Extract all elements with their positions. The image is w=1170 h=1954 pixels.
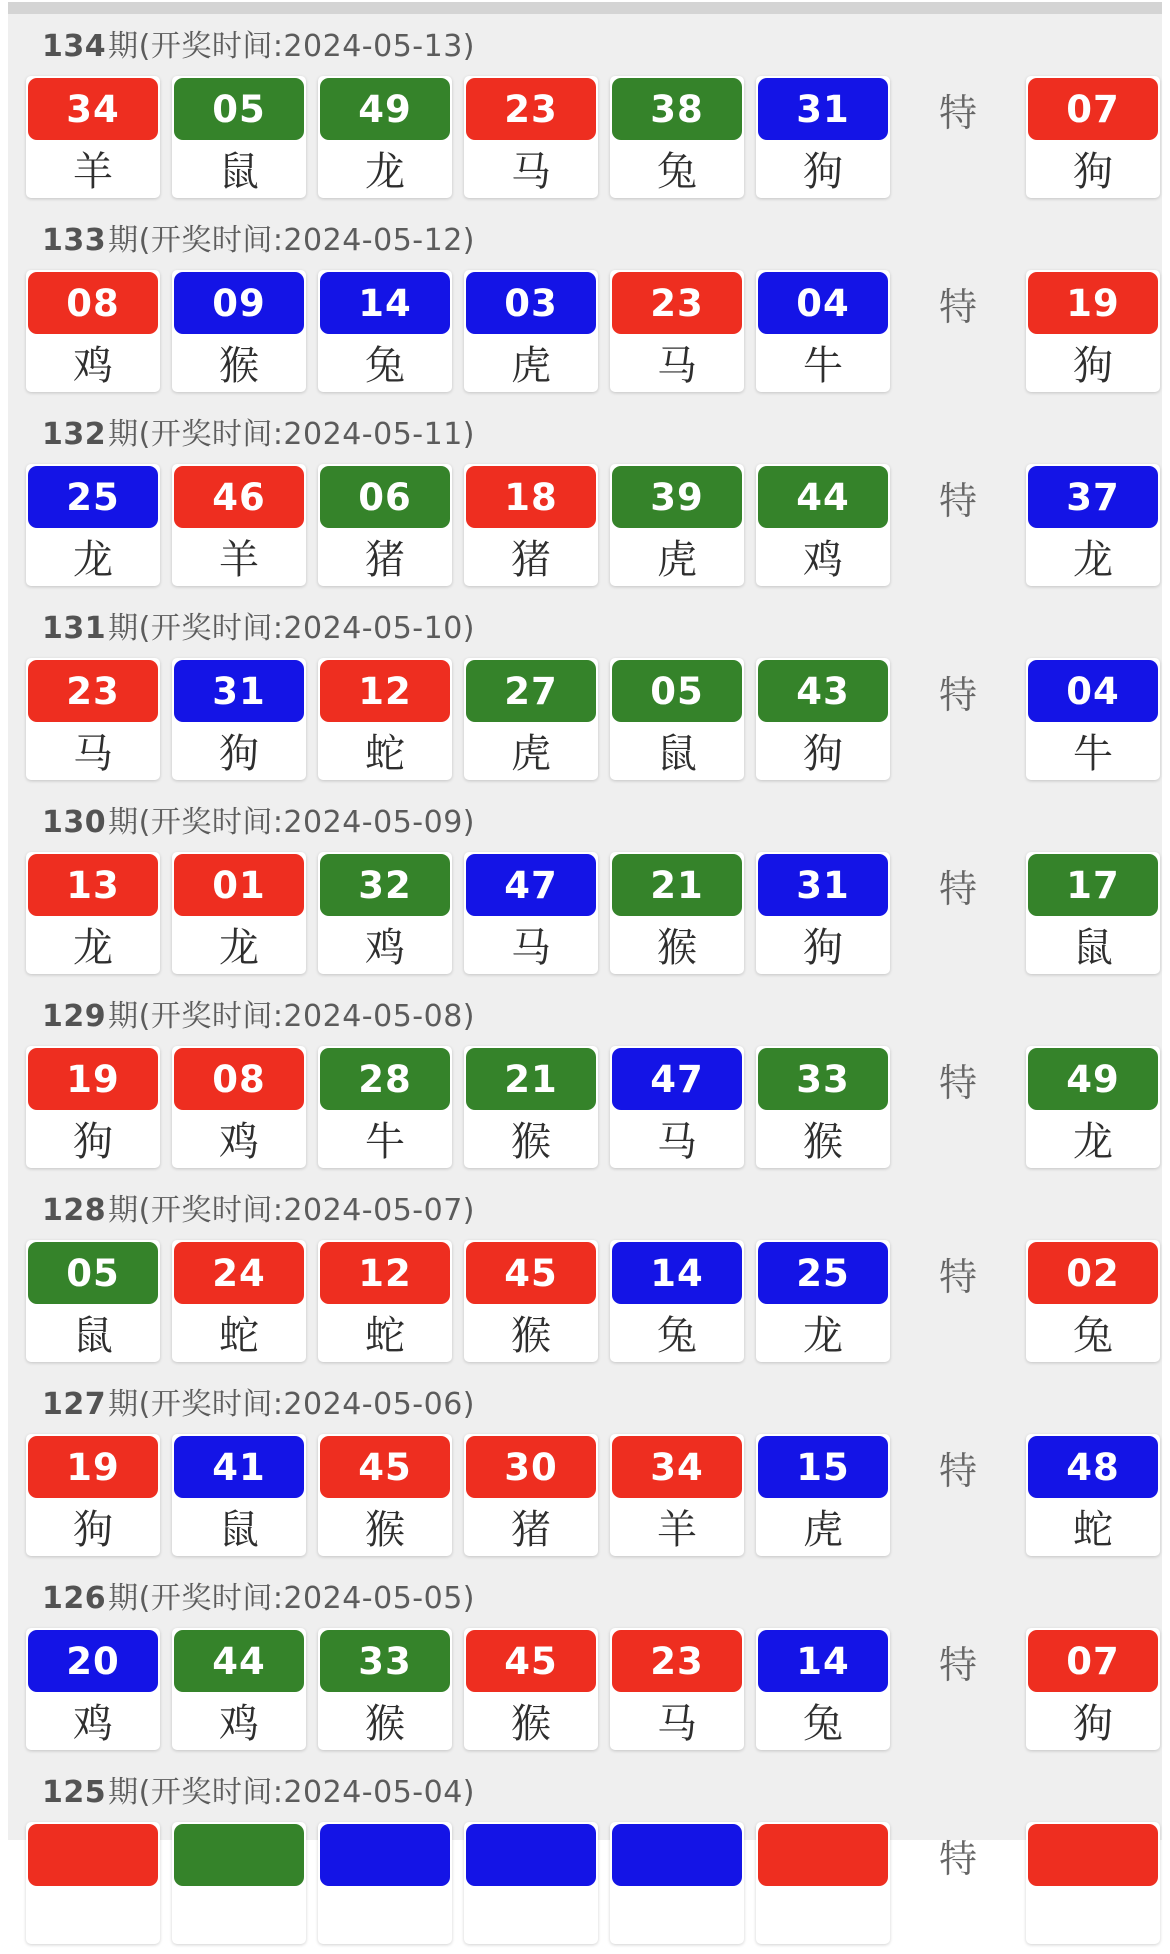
number-ball: 25 — [758, 1242, 888, 1304]
zodiac-label: 猴 — [219, 342, 259, 389]
number-ball: 43 — [758, 660, 888, 722]
number-cell — [26, 270, 160, 392]
number-cell — [464, 1240, 598, 1362]
zodiac-label: 龙 — [1073, 1118, 1113, 1165]
number-cell — [610, 1628, 744, 1750]
special-ball: 17 — [1028, 854, 1158, 916]
special-ball: 07 — [1028, 1630, 1158, 1692]
number-ball: 23 — [466, 78, 596, 140]
special-cell — [1026, 1822, 1160, 1944]
number-ball: 47 — [466, 854, 596, 916]
issue-number: 134 — [42, 29, 107, 64]
zodiac-label: 龙 — [1073, 536, 1113, 583]
zodiac-label — [758, 1886, 888, 1942]
zodiac-label: 鸡 — [73, 342, 113, 389]
page — [8, 2, 1162, 1881]
number-ball: 21 — [466, 1048, 596, 1110]
issue-number: 127 — [42, 1387, 107, 1422]
zodiac-label: 狗 — [1073, 1700, 1113, 1747]
zodiac-label: 虎 — [511, 342, 551, 389]
draw-title: 期(开奖时间:2024-05-11) — [108, 417, 475, 452]
number-ball: 46 — [174, 466, 304, 528]
number-cell — [318, 270, 452, 392]
zodiac-label: 马 — [511, 924, 551, 971]
number-ball: 47 — [612, 1048, 742, 1110]
number-ball: 08 — [28, 272, 158, 334]
number-ball — [174, 1824, 304, 1886]
number-ball: 31 — [758, 854, 888, 916]
draw-header — [8, 224, 1162, 258]
number-cell — [464, 76, 598, 198]
draw-section — [8, 790, 1162, 984]
zodiac-label: 蛇 — [219, 1312, 259, 1359]
number-cell — [756, 76, 890, 198]
ball-row — [8, 852, 1162, 974]
draw-section — [8, 1178, 1162, 1372]
number-ball: 01 — [174, 854, 304, 916]
draw-header — [8, 612, 1162, 646]
zodiac-label: 猴 — [803, 1118, 843, 1165]
zodiac-label: 狗 — [803, 924, 843, 971]
special-ball: 49 — [1028, 1048, 1158, 1110]
zodiac-label: 猴 — [511, 1312, 551, 1359]
special-cell — [1026, 1628, 1160, 1750]
special-label: 特 — [938, 1836, 977, 1881]
zodiac-label: 猪 — [511, 536, 551, 583]
number-cell — [756, 1434, 890, 1556]
draw-section — [8, 402, 1162, 596]
special-cell — [1026, 464, 1160, 586]
number-ball: 14 — [612, 1242, 742, 1304]
issue-number: 129 — [42, 999, 107, 1034]
ball-row — [8, 1240, 1162, 1362]
ball-row — [8, 270, 1162, 392]
zodiac-label: 龙 — [73, 924, 113, 971]
number-ball — [612, 1824, 742, 1886]
special-label: 特 — [938, 284, 977, 329]
issue-number: 133 — [42, 223, 107, 258]
zodiac-label: 鸡 — [73, 1700, 113, 1747]
zodiac-label — [612, 1886, 742, 1942]
ball-row — [8, 464, 1162, 586]
number-ball: 23 — [612, 272, 742, 334]
zodiac-label: 羊 — [73, 148, 113, 195]
zodiac-label: 鸡 — [219, 1700, 259, 1747]
number-cell — [610, 1240, 744, 1362]
number-ball: 21 — [612, 854, 742, 916]
number-cell — [610, 1046, 744, 1168]
zodiac-label: 狗 — [73, 1118, 113, 1165]
number-cell — [464, 1434, 598, 1556]
number-cell — [318, 76, 452, 198]
draw-title: 期(开奖时间:2024-05-13) — [108, 29, 475, 64]
zodiac-label: 马 — [657, 1700, 697, 1747]
lottery-results-page — [0, 2, 1170, 1881]
number-ball: 45 — [466, 1242, 596, 1304]
number-cell — [26, 1628, 160, 1750]
number-cell — [26, 1822, 160, 1944]
special-label: 特 — [938, 478, 977, 523]
number-cell — [172, 76, 306, 198]
special-cell — [1026, 658, 1160, 780]
number-cell — [26, 852, 160, 974]
zodiac-label: 蛇 — [365, 1312, 405, 1359]
number-ball: 19 — [28, 1048, 158, 1110]
number-ball: 14 — [320, 272, 450, 334]
number-ball: 39 — [612, 466, 742, 528]
number-cell — [756, 1240, 890, 1362]
zodiac-label: 猴 — [511, 1118, 551, 1165]
ball-row — [8, 658, 1162, 780]
zodiac-label: 兔 — [365, 342, 405, 389]
draw-header — [8, 1776, 1162, 1810]
number-cell — [172, 270, 306, 392]
special-cell — [1026, 76, 1160, 198]
number-ball: 45 — [320, 1436, 450, 1498]
number-cell — [26, 464, 160, 586]
number-ball: 38 — [612, 78, 742, 140]
draw-header — [8, 30, 1162, 64]
zodiac-label: 鸡 — [803, 536, 843, 583]
number-cell — [756, 852, 890, 974]
number-cell — [464, 464, 598, 586]
draw-header — [8, 1582, 1162, 1616]
number-ball: 12 — [320, 1242, 450, 1304]
number-ball: 08 — [174, 1048, 304, 1110]
issue-number: 132 — [42, 417, 107, 452]
zodiac-label: 猴 — [365, 1506, 405, 1553]
draw-header — [8, 1000, 1162, 1034]
number-ball: 28 — [320, 1048, 450, 1110]
zodiac-label: 狗 — [219, 730, 259, 777]
draw-header — [8, 1388, 1162, 1422]
ball-row — [8, 1628, 1162, 1750]
issue-number: 125 — [42, 1775, 107, 1810]
draw-section — [8, 984, 1162, 1178]
zodiac-label — [466, 1886, 596, 1942]
draw-title: 期(开奖时间:2024-05-12) — [108, 223, 475, 258]
zodiac-label: 蛇 — [365, 730, 405, 777]
draw-title: 期(开奖时间:2024-05-06) — [108, 1387, 475, 1422]
number-cell — [464, 270, 598, 392]
number-cell — [756, 1628, 890, 1750]
zodiac-label: 鼠 — [219, 148, 259, 195]
special-cell — [1026, 1046, 1160, 1168]
number-cell — [610, 852, 744, 974]
number-ball: 44 — [174, 1630, 304, 1692]
number-cell — [464, 1628, 598, 1750]
special-label: 特 — [938, 1642, 977, 1687]
zodiac-label: 鼠 — [1073, 924, 1113, 971]
special-label: 特 — [938, 1448, 977, 1493]
zodiac-label — [174, 1886, 304, 1942]
number-cell — [756, 658, 890, 780]
zodiac-label: 狗 — [803, 730, 843, 777]
zodiac-label: 兔 — [1073, 1312, 1113, 1359]
number-cell — [172, 1628, 306, 1750]
number-cell — [26, 76, 160, 198]
number-cell — [172, 1046, 306, 1168]
zodiac-label: 羊 — [219, 536, 259, 583]
special-ball: 04 — [1028, 660, 1158, 722]
zodiac-label: 兔 — [803, 1700, 843, 1747]
zodiac-label: 蛇 — [1073, 1506, 1113, 1553]
number-ball: 14 — [758, 1630, 888, 1692]
number-ball — [466, 1824, 596, 1886]
number-cell — [756, 464, 890, 586]
special-ball: 37 — [1028, 466, 1158, 528]
zodiac-label: 狗 — [1073, 148, 1113, 195]
draw-section — [8, 208, 1162, 402]
number-cell — [318, 1822, 452, 1944]
number-cell — [318, 1240, 452, 1362]
number-cell — [610, 658, 744, 780]
number-ball: 23 — [28, 660, 158, 722]
special-ball: 02 — [1028, 1242, 1158, 1304]
number-ball: 19 — [28, 1436, 158, 1498]
number-cell — [318, 464, 452, 586]
number-ball: 34 — [28, 78, 158, 140]
zodiac-label: 兔 — [657, 1312, 697, 1359]
special-cell — [1026, 1240, 1160, 1362]
number-ball: 31 — [758, 78, 888, 140]
zodiac-label: 龙 — [219, 924, 259, 971]
number-cell — [610, 76, 744, 198]
number-cell — [318, 852, 452, 974]
number-cell — [610, 1434, 744, 1556]
ball-row — [8, 76, 1162, 198]
issue-number: 131 — [42, 611, 107, 646]
zodiac-label: 牛 — [365, 1118, 405, 1165]
draw-title: 期(开奖时间:2024-05-07) — [108, 1193, 475, 1228]
issue-number: 130 — [42, 805, 107, 840]
zodiac-label: 猴 — [657, 924, 697, 971]
zodiac-label: 马 — [657, 342, 697, 389]
ball-row — [8, 1046, 1162, 1168]
ball-row — [8, 1822, 1162, 1944]
number-ball: 23 — [612, 1630, 742, 1692]
zodiac-label: 虎 — [511, 730, 551, 777]
number-ball: 13 — [28, 854, 158, 916]
zodiac-label: 牛 — [803, 342, 843, 389]
draw-title: 期(开奖时间:2024-05-08) — [108, 999, 475, 1034]
issue-number: 126 — [42, 1581, 107, 1616]
number-ball: 18 — [466, 466, 596, 528]
zodiac-label: 猪 — [511, 1506, 551, 1553]
special-cell — [1026, 852, 1160, 974]
number-ball: 33 — [758, 1048, 888, 1110]
number-ball: 15 — [758, 1436, 888, 1498]
number-ball: 30 — [466, 1436, 596, 1498]
number-ball: 32 — [320, 854, 450, 916]
number-ball: 20 — [28, 1630, 158, 1692]
zodiac-label: 猪 — [365, 536, 405, 583]
number-cell — [172, 658, 306, 780]
zodiac-label — [1028, 1886, 1158, 1942]
issue-number: 128 — [42, 1193, 107, 1228]
zodiac-label: 龙 — [73, 536, 113, 583]
zodiac-label: 虎 — [803, 1506, 843, 1553]
number-ball: 12 — [320, 660, 450, 722]
draw-title: 期(开奖时间:2024-05-10) — [108, 611, 475, 646]
zodiac-label: 龙 — [803, 1312, 843, 1359]
special-label: 特 — [938, 672, 977, 717]
zodiac-label: 马 — [511, 148, 551, 195]
number-cell — [26, 1434, 160, 1556]
special-ball — [1028, 1824, 1158, 1886]
number-cell — [756, 270, 890, 392]
number-cell — [610, 464, 744, 586]
zodiac-label: 鼠 — [657, 730, 697, 777]
number-cell — [464, 658, 598, 780]
number-cell — [172, 852, 306, 974]
number-ball: 24 — [174, 1242, 304, 1304]
number-cell — [318, 1434, 452, 1556]
number-ball: 44 — [758, 466, 888, 528]
number-ball — [758, 1824, 888, 1886]
number-cell — [318, 658, 452, 780]
number-ball: 05 — [28, 1242, 158, 1304]
number-ball: 34 — [612, 1436, 742, 1498]
number-ball — [28, 1824, 158, 1886]
zodiac-label: 鸡 — [365, 924, 405, 971]
number-cell — [464, 852, 598, 974]
number-cell — [610, 270, 744, 392]
zodiac-label: 鼠 — [73, 1312, 113, 1359]
number-ball: 31 — [174, 660, 304, 722]
top-bar — [8, 2, 1162, 14]
number-ball: 05 — [612, 660, 742, 722]
special-label: 特 — [938, 1254, 977, 1299]
number-cell — [172, 1434, 306, 1556]
zodiac-label: 猴 — [511, 1700, 551, 1747]
special-ball: 07 — [1028, 78, 1158, 140]
number-cell — [464, 1046, 598, 1168]
zodiac-label: 狗 — [73, 1506, 113, 1553]
zodiac-label: 鼠 — [219, 1506, 259, 1553]
number-ball: 09 — [174, 272, 304, 334]
number-ball: 33 — [320, 1630, 450, 1692]
number-cell — [610, 1822, 744, 1944]
number-ball: 45 — [466, 1630, 596, 1692]
zodiac-label: 狗 — [803, 148, 843, 195]
draw-title: 期(开奖时间:2024-05-05) — [108, 1581, 475, 1616]
number-ball: 03 — [466, 272, 596, 334]
number-cell — [756, 1046, 890, 1168]
zodiac-label: 兔 — [657, 148, 697, 195]
special-ball: 19 — [1028, 272, 1158, 334]
special-ball: 48 — [1028, 1436, 1158, 1498]
number-ball: 41 — [174, 1436, 304, 1498]
number-cell — [26, 1240, 160, 1362]
draw-title: 期(开奖时间:2024-05-04) — [108, 1775, 475, 1810]
number-cell — [464, 1822, 598, 1944]
special-label: 特 — [938, 90, 977, 135]
zodiac-label — [320, 1886, 450, 1942]
number-ball: 06 — [320, 466, 450, 528]
zodiac-label: 羊 — [657, 1506, 697, 1553]
special-cell — [1026, 1434, 1160, 1556]
draw-list — [8, 14, 1162, 1954]
number-cell — [26, 1046, 160, 1168]
special-label: 特 — [938, 866, 977, 911]
zodiac-label: 鸡 — [219, 1118, 259, 1165]
number-cell — [318, 1628, 452, 1750]
draw-section — [8, 1760, 1162, 1954]
draw-section — [8, 596, 1162, 790]
number-ball: 04 — [758, 272, 888, 334]
zodiac-label — [28, 1886, 158, 1942]
draw-header — [8, 1194, 1162, 1228]
number-ball: 05 — [174, 78, 304, 140]
zodiac-label: 虎 — [657, 536, 697, 583]
zodiac-label: 猴 — [365, 1700, 405, 1747]
special-cell — [1026, 270, 1160, 392]
number-cell — [26, 658, 160, 780]
draw-header — [8, 806, 1162, 840]
ball-row — [8, 1434, 1162, 1556]
zodiac-label: 狗 — [1073, 342, 1113, 389]
number-ball — [320, 1824, 450, 1886]
number-ball: 25 — [28, 466, 158, 528]
number-cell — [756, 1822, 890, 1944]
number-ball: 27 — [466, 660, 596, 722]
number-ball: 49 — [320, 78, 450, 140]
draw-title: 期(开奖时间:2024-05-09) — [108, 805, 475, 840]
zodiac-label: 马 — [657, 1118, 697, 1165]
number-cell — [172, 464, 306, 586]
number-cell — [172, 1822, 306, 1944]
special-label: 特 — [938, 1060, 977, 1105]
zodiac-label: 龙 — [365, 148, 405, 195]
draw-section — [8, 1566, 1162, 1760]
draw-section — [8, 14, 1162, 208]
zodiac-label: 牛 — [1073, 730, 1113, 777]
zodiac-label: 马 — [73, 730, 113, 777]
number-cell — [172, 1240, 306, 1362]
draw-header — [8, 418, 1162, 452]
draw-section — [8, 1372, 1162, 1566]
number-cell — [318, 1046, 452, 1168]
